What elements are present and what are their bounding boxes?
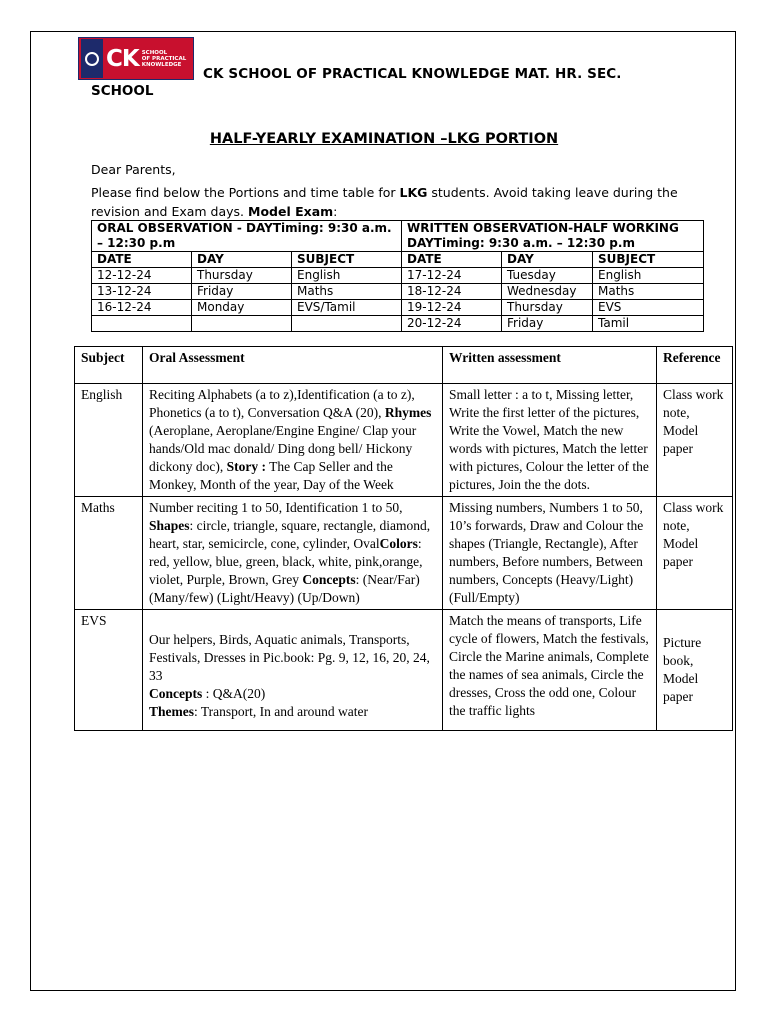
english-reference: Class work note, Model paper (657, 384, 733, 497)
table-row-evs: EVS Our helpers, Birds, Aquatic animals, Transports, Festivals, Dresses in Pic.book: Pg. 9, 12, 16, 20, 24, 33 Concepts : Q&A(20) Themes: Transport, In and around water Match the means of transports, Life cycle of flowers, Match the festivals, Circle the Marine animals, Complete the names of sea animals, Circle the dresses, Cross the odd one, Colour the traffic lights Picture book, Model paper (75, 610, 733, 731)
subject-header: Subject (75, 347, 143, 384)
written-assessment-header: Written assessment (443, 347, 657, 384)
oral-observation-heading: ORAL OBSERVATION - DAYTiming: 9:30 a.m. – 12:30 p.m (92, 221, 402, 252)
page-title: HALF-YEARLY EXAMINATION –LKG PORTION (209, 131, 559, 147)
school-name: CK SCHOOL OF PRACTICAL KNOWLEDGE MAT. HR. SEC. (203, 66, 622, 82)
table-row: 16-12-24 Monday EVS/Tamil 19-12-24 Thursday EVS (92, 300, 704, 316)
english-oral: Reciting Alphabets (a to z),Identification (a to z), Phonetics (a to t), Conversation Q&A (20), Rhymes (Aeroplane, Aeroplane/Engine Engine/ Clap your hands/Old mac donald/ Ding dong bell/ Hickony dickony doc), Story : The Cap Seller and the Monkey, Month of the year, Day of the Week (143, 384, 443, 497)
greeting: Dear Parents, (91, 162, 176, 177)
table-row-english: English Reciting Alphabets (a to z),Identification (a to z), Phonetics (a to t), Conversation Q&A (20), Rhymes (Aeroplane, Aeroplane/Engine Engine/ Clap your hands/Old mac donald/ Ding dong bell/ Hickony dickony doc), Story : The Cap Seller and the Monkey, Month of the year, Day of the Week Small letter : a to t, Missing letter, Write the first letter of the pictures, Write the Vowel, Match the new words with pictures, Match the letter with pictures, Colour the letter of the pictures, Join the the dots. Class work note, Model paper (75, 384, 733, 497)
intro-paragraph: Please find below the Portions and time table for LKG students. Avoid taking leave during the revision and Exam days. Model Exam: (91, 185, 678, 219)
reference-header: Reference (657, 347, 733, 384)
oral-assessment-header: Oral Assessment (143, 347, 443, 384)
timetable-heading-row (92, 221, 704, 252)
logo-seal-icon (81, 39, 103, 78)
evs-oral: Our helpers, Birds, Aquatic animals, Transports, Festivals, Dresses in Pic.book: Pg. 9, 12, 16, 20, 24, 33 Concepts : Q&A(20) Themes: Transport, In and around water (143, 610, 443, 731)
evs-written: Match the means of transports, Life cycle of flowers, Match the festivals, Circle the Marine animals, Complete the names of sea animals, Circle the dresses, Cross the odd one, Colour the traffic lights (443, 610, 657, 731)
table-row-maths: Maths Number reciting 1 to 50, Identification 1 to 50, Shapes: circle, triangle, square, rectangle, diamond, heart, star, semicircle, cone, cylinder, OvalColors: red, yellow, blue, green, black, white, pink,orange, violet, Purple, Brown, Grey Concepts: (Near/Far) (Many/few) (Light/Heavy) (Up/Down) Missing numbers, Numbers 1 to 50, 10’s forwards, Draw and Colour the shapes (Triangle, Rectangle), After numbers, Before numbers, Between numbers, Concepts (Heavy/Light) (Full/Empty) Class work note, Model paper (75, 497, 733, 610)
timetable-column-headers: DATE DAY SUBJECT DATE DAY SUBJECT (92, 252, 704, 268)
logo-text: SCHOOL OF PRACTICAL KNOWLEDGE (141, 49, 187, 68)
school-name-line2: SCHOOL (91, 83, 154, 99)
school-logo: CK SCHOOL OF PRACTICAL KNOWLEDGE (78, 37, 194, 80)
exam-timetable (91, 220, 704, 332)
evs-reference: Picture book, Model paper (657, 610, 733, 731)
maths-oral: Number reciting 1 to 50, Identification 1 to 50, Shapes: circle, triangle, square, rectangle, diamond, heart, star, semicircle, cone, cylinder, OvalColors: red, yellow, blue, green, black, white, pink,orange, violet, Purple, Brown, Grey Concepts: (Near/Far) (Many/few) (Light/Heavy) (Up/Down) (143, 497, 443, 610)
table-row: 13-12-24 Friday Maths 18-12-24 Wednesday Maths (92, 284, 704, 300)
portion-table (74, 346, 733, 731)
english-written: Small letter : a to t, Missing letter, Write the first letter of the pictures, Write the Vowel, Match the new words with pictures, Match the letter with pictures, Colour the letter of the pictures, Join the the dots. (443, 384, 657, 497)
maths-reference: Class work note, Model paper (657, 497, 733, 610)
portion-table-headers (75, 347, 733, 384)
table-row: 20-12-24 Friday Tamil (92, 316, 704, 332)
written-observation-heading: WRITTEN OBSERVATION-HALF WORKING DAYTiming: 9:30 a.m. – 12:30 p.m (402, 221, 704, 252)
table-row: 12-12-24 Thursday English 17-12-24 Tuesday English (92, 268, 704, 284)
maths-written: Missing numbers, Numbers 1 to 50, 10’s forwards, Draw and Colour the shapes (Triangle, Rectangle), After numbers, Before numbers, Between numbers, Concepts (Heavy/Light) (Full/Empty) (443, 497, 657, 610)
